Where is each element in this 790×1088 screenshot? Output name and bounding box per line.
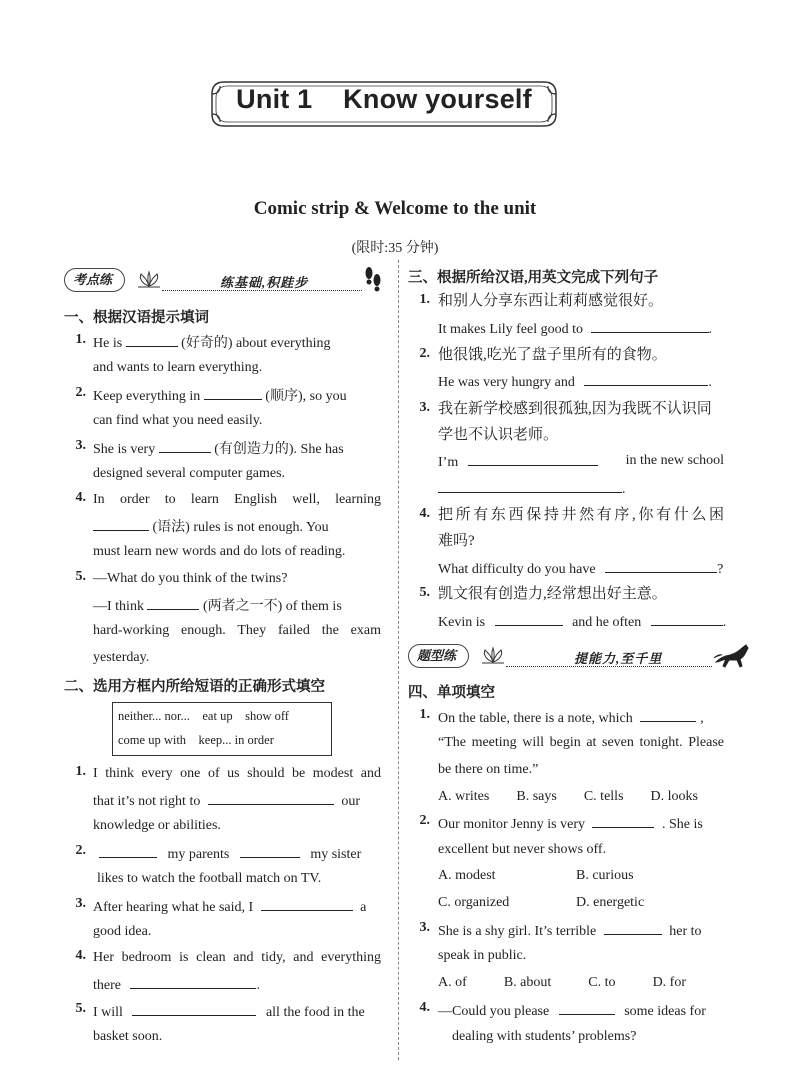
chinese-prompt: 凯文很有创造力,经常想出好主意。 — [438, 586, 667, 602]
option-d[interactable]: D. energetic — [576, 895, 645, 910]
list-item-continued: be there on time.” — [438, 762, 539, 777]
chinese-prompt: 把所有东西保持井然有序,你有什么困 — [438, 507, 724, 523]
option-d[interactable]: D. for — [652, 975, 686, 990]
answer-blank[interactable] — [584, 371, 708, 386]
option-d[interactable]: D. looks — [650, 789, 698, 804]
answer-blank[interactable] — [147, 595, 199, 610]
item-number: 2. — [75, 385, 86, 400]
answer-blank[interactable] — [651, 611, 723, 626]
item-number: 3. — [419, 920, 430, 935]
list-item: —What do you think of the twins? — [93, 571, 288, 586]
list-item: After hearing what he said, I a — [93, 896, 381, 918]
footprints-icon — [362, 264, 384, 294]
english-answer-line: He was very hungry and . — [438, 371, 712, 393]
option-b[interactable]: B. says — [516, 789, 557, 804]
answer-blank[interactable] — [605, 558, 717, 573]
banner-rule-right — [506, 666, 712, 667]
time-limit: (限时:35 分钟) — [351, 241, 439, 256]
english-answer-line-continued: . — [438, 478, 626, 500]
list-item-continued: likes to watch the football match on TV. — [97, 871, 322, 886]
answer-blank[interactable] — [130, 974, 256, 989]
list-item: Keep everything in (顺序), so you — [93, 385, 381, 407]
option-b[interactable]: B. curious — [576, 868, 634, 883]
answer-blank[interactable] — [93, 516, 149, 531]
list-item-continued: knowledge or abilities. — [93, 818, 221, 833]
answer-blank[interactable] — [559, 1000, 615, 1015]
answer-blank[interactable] — [99, 843, 157, 858]
banner-slogan-right: 提能力,至千里 — [574, 651, 663, 666]
list-item-continued: basket soon. — [93, 1029, 163, 1044]
item-number: 2. — [419, 813, 430, 828]
list-item-continued: designed several computer games. — [93, 466, 286, 481]
list-item: —Could you please some ideas for — [438, 1000, 724, 1022]
list-item-continued: that it’s not right to our — [93, 790, 381, 812]
list-item-continued: must learn new words and do lots of reading. — [93, 544, 346, 559]
list-item-continued: there . — [93, 974, 260, 996]
list-item-continued: speak in public. — [438, 948, 527, 963]
item-number: 4. — [419, 1000, 430, 1015]
answer-blank[interactable] — [240, 843, 300, 858]
chinese-prompt: 我在新学校感到很孤独,因为我既不认识同 — [438, 401, 712, 417]
options-row — [438, 787, 698, 807]
option-a[interactable]: A. modest — [438, 868, 496, 883]
list-item: On the table, there is a note, which , — [438, 707, 724, 729]
list-item-continued: (语法) rules is not enough. You — [93, 516, 381, 538]
answer-blank[interactable] — [208, 790, 334, 805]
section4-title: 四、单项填空 — [408, 685, 495, 701]
lesson-subtitle: Comic strip & Welcome to the unit — [253, 198, 537, 219]
english-answer-line: It makes Lily feel good to . — [438, 318, 712, 340]
answer-blank[interactable] — [132, 1001, 256, 1016]
unit-title: Unit 1 Know yourself — [236, 84, 532, 114]
item-number: 1. — [75, 332, 86, 347]
list-item: Our monitor Jenny is very . She is — [438, 813, 724, 835]
answer-blank[interactable] — [604, 920, 662, 935]
list-item-continued: can find what you need easily. — [93, 413, 263, 428]
list-item-continued: excellent but never shows off. — [438, 842, 607, 857]
list-item-continued: dealing with students’ problems? — [452, 1029, 637, 1044]
answer-blank[interactable] — [468, 451, 598, 466]
answer-blank[interactable] — [159, 438, 211, 453]
list-item: In order to learn English well, learning — [93, 492, 381, 507]
item-number: 1. — [419, 292, 430, 307]
item-number: 3. — [75, 896, 86, 911]
item-number: 4. — [419, 506, 430, 521]
list-item-continued: “The meeting will begin at seven tonight. Please — [438, 735, 724, 750]
banner-tag-right: 题型练 — [408, 644, 469, 668]
list-item: I think every one of us should be modest and — [93, 766, 381, 781]
item-number: 5. — [419, 585, 430, 600]
list-item: She is a shy girl. It’s terrible her to — [438, 920, 724, 942]
answer-blank[interactable] — [438, 478, 622, 493]
answer-blank[interactable] — [591, 318, 709, 333]
chinese-prompt-continued: 难吗? — [438, 533, 475, 549]
banner-tag-left: 考点练 — [64, 268, 125, 292]
answer-blank[interactable] — [126, 332, 178, 347]
section2-title: 二、选用方框内所给短语的正确形式填空 — [64, 679, 325, 695]
item-number: 4. — [75, 490, 86, 505]
list-item: my parents my sister — [99, 843, 381, 865]
list-item-continued: yesterday. — [93, 650, 150, 665]
section1-title: 一、根据汉语提示填词 — [64, 310, 209, 326]
item-number: 2. — [75, 843, 86, 858]
item-number: 5. — [75, 569, 86, 584]
list-item: She is very (有创造力的). She has — [93, 438, 381, 460]
option-c[interactable]: C. tells — [583, 789, 624, 804]
list-item-continued: good idea. — [93, 924, 152, 939]
list-item-continued: —I think (两者之一不) of them is — [93, 595, 381, 617]
lotus-icon — [480, 646, 506, 666]
column-divider — [398, 260, 399, 1060]
option-c[interactable]: C. organized — [438, 895, 510, 910]
list-item: He is (好奇的) about everything — [93, 332, 381, 354]
item-number: 1. — [75, 764, 86, 779]
answer-blank[interactable] — [592, 813, 654, 828]
item-number: 1. — [419, 707, 430, 722]
option-a[interactable]: A. of — [438, 975, 467, 990]
phrase-box-row2: come up with keep... in order — [118, 733, 274, 747]
item-number: 3. — [75, 438, 86, 453]
item-number: 3. — [419, 400, 430, 415]
list-item-continued: and wants to learn everything. — [93, 360, 263, 375]
item-number: 5. — [75, 1001, 86, 1016]
phrase-box-row1: neither... nor... eat up show off — [118, 709, 289, 723]
list-item: Her bedroom is clean and tidy, and everything — [93, 950, 381, 965]
section3-title: 三、根据所给汉语,用英文完成下列句子 — [408, 270, 659, 286]
answer-blank[interactable] — [640, 707, 696, 722]
chinese-prompt: 和别人分享东西让莉莉感觉很好。 — [438, 293, 664, 309]
option-b[interactable]: B. about — [503, 975, 552, 990]
galloping-horse-icon — [712, 640, 754, 670]
list-item: I will all the food in the — [93, 1001, 381, 1023]
banner-slogan-left: 练基础,积跬步 — [220, 275, 309, 290]
option-a[interactable]: A. writes — [438, 789, 490, 804]
item-number: 4. — [75, 948, 86, 963]
english-answer-line: I’m in the new school — [438, 453, 724, 470]
options-row — [438, 973, 686, 993]
answer-blank[interactable] — [204, 385, 262, 400]
option-c[interactable]: C. to — [588, 975, 616, 990]
english-answer-line: What difficulty do you have ? — [438, 558, 723, 580]
list-item-continued: hard-working enough. They failed the exam — [93, 623, 381, 638]
item-number: 2. — [419, 346, 430, 361]
english-answer-line: Kevin is and he often . — [438, 611, 726, 633]
chinese-prompt-continued: 学也不认识老师。 — [438, 427, 559, 443]
answer-blank[interactable] — [495, 611, 563, 626]
banner-rule-left — [162, 290, 362, 291]
chinese-prompt: 他很饿,吃光了盘子里所有的食物。 — [438, 347, 667, 363]
lotus-icon — [136, 270, 162, 290]
answer-blank[interactable] — [261, 896, 353, 911]
